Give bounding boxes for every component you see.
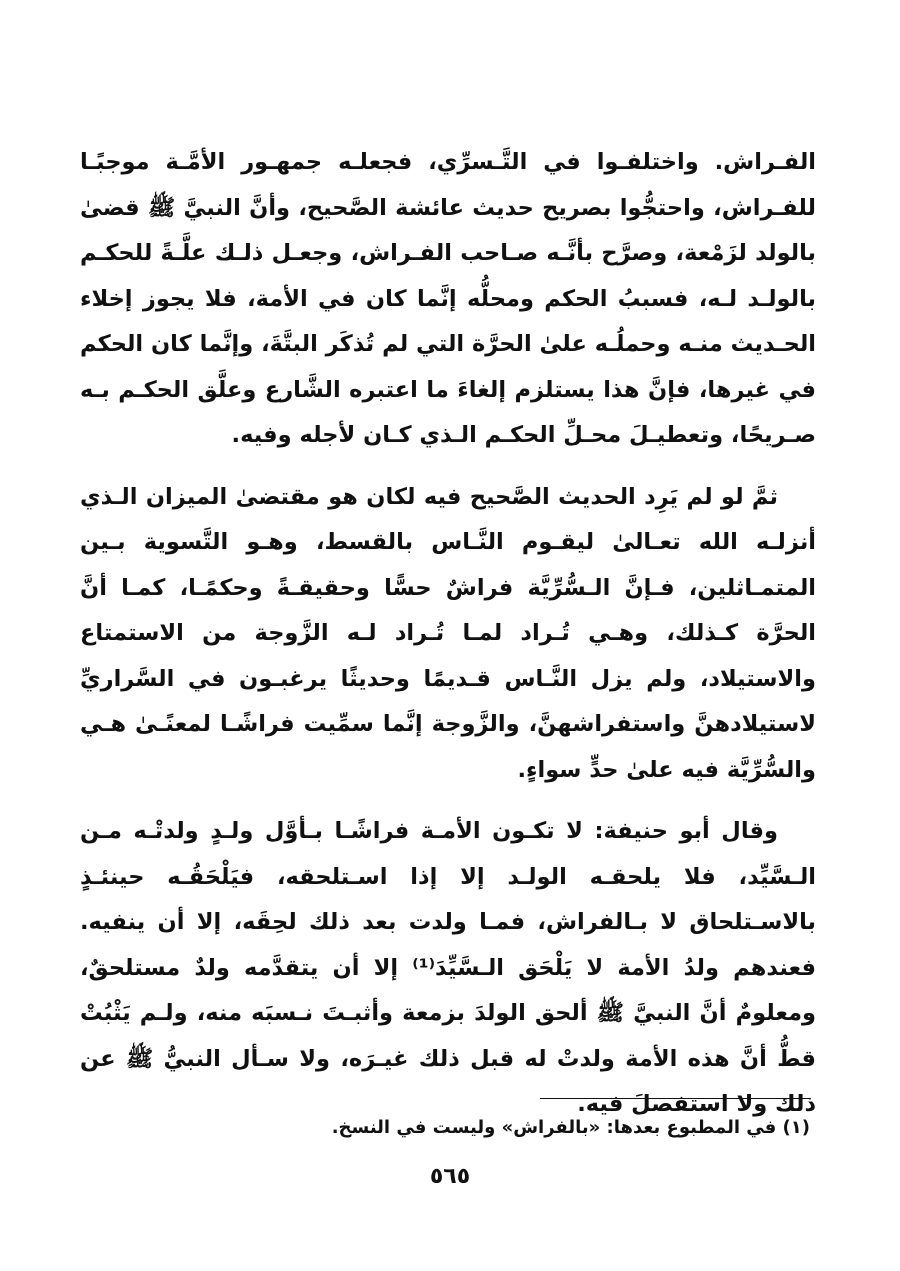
paragraph-3: وقال أبو حنيفة: لا تكـون الأمـة فراشًـا بـأوَّل ولـدٍ ولدتْـه مـن الـسَّيِّد، فلا يلحقـه الولـد إلا إذا اسـتلحقه، فيَلْحَقُـه حينئـذٍ بالاسـتلحاق لا بـالفراش، فمـا ولدت بعد ذلك لحِقَه، إلا أن ينفيه. فعندهم ولدُ الأمة لا يَلْحَق الـسَّيِّدَ⁽¹⁾ إلا أن يتقدَّمه ولدٌ مستلحقٌ، ومعلومٌ أنَّ النبيَّ ﷺ ألحق الولدَ بزمعة وأثبـتَ نـسبَه منه، ولـم يَثْبُتْ قطُّ أنَّ هذه الأمة ولدتْ له قبل ذلك غيـرَه، ولا سـأل النبيُّ ﷺ عن ذلك ولا استفصلَ فيه. — [80, 818, 816, 1117]
page-number: ٥٦٥ — [429, 1164, 471, 1189]
paragraph-2: ثمَّ لو لم يَرِد الحديث الصَّحيح فيه لكان هو مقتضىٰ الميزان الـذي أنزلـه الله تعـالىٰ ليقـوم النَّـاس بالقسط، وهـو التَّسوية بـين المتمـاثلين، فـإنَّ الـسُّرِّيَّة فراشٌ حسًّا وحقيقـةً وحكمًـا، كمـا أنَّ الحرَّة كـذلك، وهـي تُـراد لمـا تُـراد لـه الزَّوجة من الاستمتاع والاستيلاد، ولم يزل النَّـاس قـديمًا وحديثًا يرغبـون في السَّراريِّ لاستيلادهنَّ واستفراشهنَّ، والزَّوجة إنَّما سمِّيت فراشًـا لمعنًـىٰ هـي والسُّرِّيَّة فيه علىٰ حدٍّ سواءٍ. — [80, 483, 816, 783]
footnote-divider — [540, 1098, 810, 1099]
paragraph-1: الفـراش. واختلفـوا في التَّـسرِّي، فجعلـه جمهـور الأمَّـة موجبًـا للفـراش، واحتجُّوا بصريح حديث عائشة الصَّحيح، وأنَّ النبيَّ ﷺ قضىٰ بالولد لزَمْعة، وصرَّح بأنَّـه صـاحب الفـراش، وجعـل ذلـك علَّـةً للحكـم بالولـد لـه، فسببُ الحكم ومحلُّه إنَّما كان في الأمة، فلا يجوز إخلاء الحـديث منـه وحملُـه علىٰ الحرَّة التي لم تُذكَر البتَّةَ، وإنَّما كان الحكم في غيرها، فإنَّ هذا يستلزم إلغاءَ ما اعتبره الشَّارع وعلَّق الحكـم بـه صـريحًا، وتعطيـلَ محـلِّ الحكـم الـذي كـان لأجله وفيه. — [80, 149, 816, 448]
page-body — [80, 140, 816, 1144]
footnote: (١) في المطبوع بعدها: «بالفراش» وليست في النسخ. — [331, 1117, 810, 1138]
